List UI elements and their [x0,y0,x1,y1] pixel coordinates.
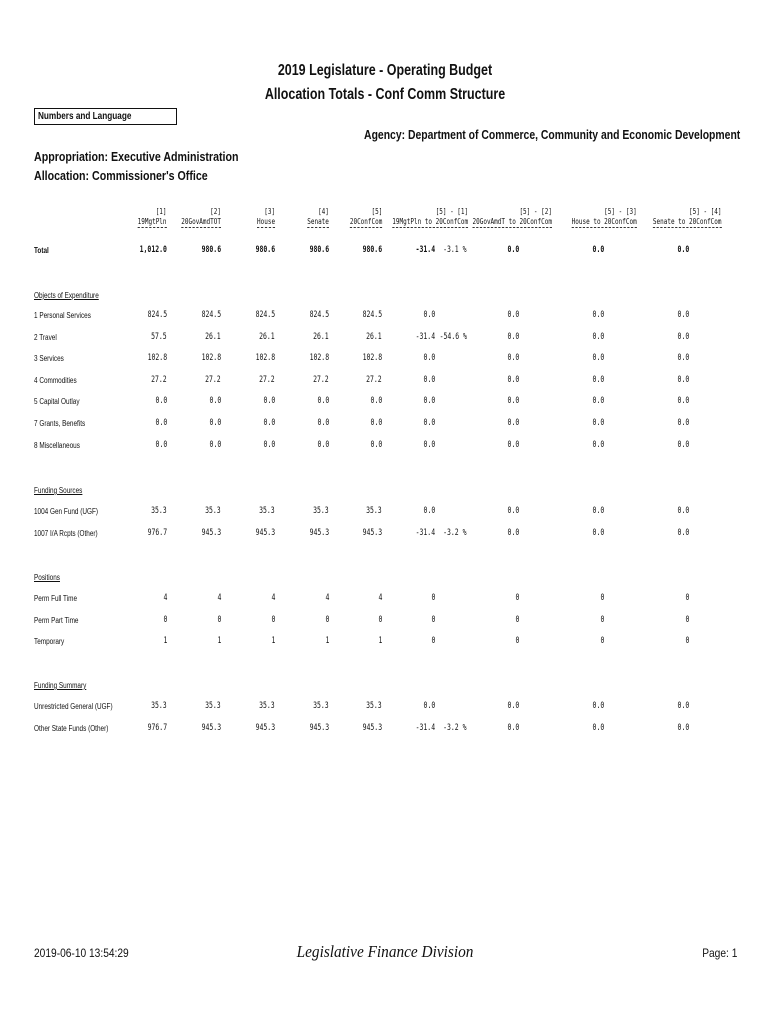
row-label: Temporary [34,637,65,647]
table-cell: 0.0 [507,331,519,342]
row-label: 1004 Gen Fund (UGF) [34,507,99,516]
table-cell: 4 [378,593,382,603]
table-cell: -31.4 [415,245,435,255]
column-name: 20ConfCom [349,217,382,226]
table-cell: 945.3 [255,527,275,538]
agency-label: Agency: Department of Commerce, Community and Economic Development [363,127,740,142]
column-name: 20GovAmdTOT [181,217,221,226]
row-label: 3 Services [34,354,64,364]
table-cell: 0 [600,636,604,647]
numbers-and-language-box [34,108,177,125]
table-cell: 0 [163,614,167,625]
table-cell: 945.3 [309,722,329,733]
table-cell: 0.0 [677,245,689,255]
table-cell: 0.0 [507,353,519,364]
row-label: Total [34,246,49,255]
column-name: Senate [307,217,329,226]
row-label: 7 Grants, Benefits [34,419,86,428]
table-cell: 0.0 [677,722,689,733]
column-name: 19MgtPln [138,217,167,226]
table-cell: 0 [515,636,519,647]
row-label: Unrestricted General (UGF) [34,702,113,711]
table-cell: 0.0 [317,418,329,428]
table-cell: 4 [163,593,167,603]
column-header [307,207,329,228]
table-cell: 0.0 [592,527,604,538]
table-cell: -31.4 [415,527,435,538]
table-cell: 0.0 [592,310,604,320]
table-cell: 945.3 [255,722,275,733]
table-cell: 0.0 [209,439,221,450]
table-cell: 0 [600,614,604,625]
table-cell: 0.0 [677,418,689,428]
table-cell: 27.2 [366,374,382,385]
table-cell: 26.1 [259,331,275,342]
table-cell: 27.2 [205,374,221,385]
allocation-label: Allocation: Commissioner's Office [34,168,208,183]
table-cell: 0.0 [592,331,604,342]
table-cell: 0 [217,614,221,625]
table-cell: 35.3 [259,701,275,711]
table-cell: 0.0 [423,310,435,320]
table-cell: 102.8 [147,353,167,364]
table-cell: 26.1 [313,331,329,342]
table-cell: 0 [325,614,329,625]
table-cell: 824.5 [147,310,167,320]
table-cell: 0 [515,593,519,603]
table-cell: 0.0 [209,396,221,407]
table-cell: 35.3 [313,506,329,516]
table-cell: 0.0 [317,396,329,407]
table-cell: 0.0 [592,418,604,428]
table-cell: 0 [600,593,604,603]
table-cell: 0 [685,593,689,603]
row-label: 1007 I/A Rcpts (Other) [34,528,98,538]
column-name: 19MgtPln to 20ConfCom [392,217,468,226]
table-cell: 0.0 [677,439,689,450]
table-cell: 0.0 [423,418,435,428]
table-cell: 945.3 [201,527,221,538]
table-cell: 980.6 [309,245,329,255]
table-cell: 0.0 [677,353,689,364]
table-cell: 35.3 [205,701,221,711]
row-label: Perm Part Time [34,615,79,625]
table-cell: 1 [163,636,167,647]
table-cell: 0.0 [592,506,604,516]
column-header [572,207,637,228]
table-cell: 35.3 [151,701,167,711]
column-header [349,207,382,228]
table-cell: 102.8 [255,353,275,364]
table-cell: 0.0 [423,396,435,407]
table-cell: 976.7 [147,527,167,538]
footer-division: Legislative Finance Division [296,942,474,961]
table-cell: 4 [271,593,275,603]
table-cell: 27.2 [313,374,329,385]
table-cell: 0.0 [209,418,221,428]
column-header [138,207,167,228]
table-cell: 0.0 [592,245,604,255]
table-cell: 945.3 [362,527,382,538]
table-cell: 824.5 [362,310,382,320]
table-cell: 0.0 [677,396,689,407]
table-cell: 0.0 [677,506,689,516]
table-cell: 0.0 [370,396,382,407]
table-cell: 0.0 [370,418,382,428]
table-cell: 0.0 [263,439,275,450]
table-cell: 102.8 [201,353,221,364]
table-cell: 0.0 [592,374,604,385]
table-cell: 0.0 [423,374,435,385]
table-cell: 0.0 [592,396,604,407]
table-cell: 0 [685,614,689,625]
column-number: [5] - [2] [519,207,552,216]
table-cell: 26.1 [366,331,382,342]
table-cell: 0 [685,636,689,647]
table-cell: 35.3 [313,701,329,711]
table-cell: 824.5 [309,310,329,320]
table-cell: 0 [515,614,519,625]
column-number: [1] [156,207,167,216]
table-cell: 0.0 [370,439,382,450]
column-number: [5] - [3] [604,207,637,216]
table-cell: 27.2 [259,374,275,385]
column-header [653,207,722,228]
table-cell: 0.0 [423,506,435,516]
column-header [181,207,221,228]
table-cell: 0.0 [507,527,519,538]
column-header [392,207,468,228]
percent-change: -3.1 % [443,245,467,255]
table-cell: 0.0 [592,353,604,364]
column-name: House to 20ConfCom [571,217,637,226]
table-cell: 0.0 [423,439,435,450]
row-label: Other State Funds (Other) [34,723,109,733]
percent-change: -3.2 % [443,527,467,538]
table-cell: 35.3 [151,506,167,516]
table-cell: 0 [431,636,435,647]
table-cell: 0.0 [677,527,689,538]
section-heading: Objects of Expenditure [34,291,99,300]
table-cell: 1 [378,636,382,647]
section-heading: Funding Summary [34,681,87,690]
table-cell: 1 [271,636,275,647]
table-cell: 35.3 [205,506,221,516]
table-cell: 0.0 [507,245,519,255]
table-cell: 35.3 [366,506,382,516]
table-cell: 0.0 [592,722,604,733]
table-cell: 4 [325,593,329,603]
table-cell: 0.0 [507,506,519,516]
table-cell: 1,012.0 [139,245,167,255]
table-cell: 0 [431,614,435,625]
table-cell: 1 [325,636,329,647]
table-cell: 0 [378,614,382,625]
table-cell: 0.0 [677,701,689,711]
column-number: [4] [318,207,329,216]
table-cell: 0.0 [592,439,604,450]
table-cell: 945.3 [362,722,382,733]
table-cell: 976.7 [147,722,167,733]
table-cell: 980.6 [255,245,275,255]
table-cell: 0.0 [677,310,689,320]
table-cell: 102.8 [362,353,382,364]
row-label: 2 Travel [34,332,57,342]
table-cell: 945.3 [201,722,221,733]
column-number: [5] - [4] [689,207,722,216]
table-cell: 0.0 [677,374,689,385]
column-name: House [256,217,275,226]
column-number: [3] [264,207,275,216]
column-header [473,207,552,228]
table-cell: 0.0 [507,722,519,733]
table-cell: 0.0 [507,701,519,711]
column-number: [2] [210,207,221,216]
appropriation-label: Appropriation: Executive Administration [34,149,239,164]
table-cell: 0 [271,614,275,625]
table-cell: 35.3 [259,506,275,516]
table-cell: -31.4 [415,331,435,342]
table-cell: 0.0 [423,353,435,364]
percent-change: -54.6 % [439,331,467,342]
table-cell: 26.1 [205,331,221,342]
table-cell: 0.0 [155,418,167,428]
report-subtitle: Allocation Totals - Conf Comm Structure [264,86,506,103]
report-title: 2019 Legislature - Operating Budget [277,62,493,79]
table-cell: 35.3 [366,701,382,711]
table-cell: 0.0 [155,396,167,407]
table-cell: 0.0 [507,418,519,428]
table-cell: 0.0 [263,396,275,407]
row-label: 8 Miscellaneous [34,440,80,450]
table-cell: 0.0 [317,439,329,450]
table-cell: 0.0 [423,701,435,711]
table-cell: 824.5 [201,310,221,320]
footer-timestamp: 2019-06-10 13:54:29 [34,946,129,960]
table-cell: 0.0 [507,310,519,320]
column-name: 20GovAmdT to 20ConfCom [472,217,552,226]
row-label: 5 Capital Outlay [34,397,80,407]
table-cell: 27.2 [151,374,167,385]
section-heading: Positions [34,573,60,582]
column-number: [5] - [1] [435,207,468,216]
table-cell: 0.0 [507,396,519,407]
table-cell: 0.0 [507,374,519,385]
table-cell: 824.5 [255,310,275,320]
table-cell: 0 [431,593,435,603]
table-cell: 0.0 [155,439,167,450]
row-label: Perm Full Time [34,594,78,603]
row-label: 1 Personal Services [34,311,91,320]
table-cell: 4 [217,593,221,603]
footer-page-number: Page: 1 [701,946,737,960]
section-heading: Funding Sources [34,486,83,495]
table-cell: 57.5 [151,331,167,342]
table-cell: 0.0 [263,418,275,428]
table-cell: 945.3 [309,527,329,538]
table-cell: 980.6 [362,245,382,255]
table-cell: 0.0 [592,701,604,711]
table-cell: 0.0 [677,331,689,342]
table-cell: 1 [217,636,221,647]
column-name: Senate to 20ConfCom [653,217,722,226]
percent-change: -3.2 % [443,722,467,733]
row-label: 4 Commodities [34,375,77,385]
column-number: [5] [371,207,382,216]
table-cell: -31.4 [415,722,435,733]
table-cell: 980.6 [201,245,221,255]
table-cell: 0.0 [507,439,519,450]
column-header [257,207,275,228]
table-cell: 102.8 [309,353,329,364]
numbers-and-language-label: Numbers and Language [38,111,132,122]
